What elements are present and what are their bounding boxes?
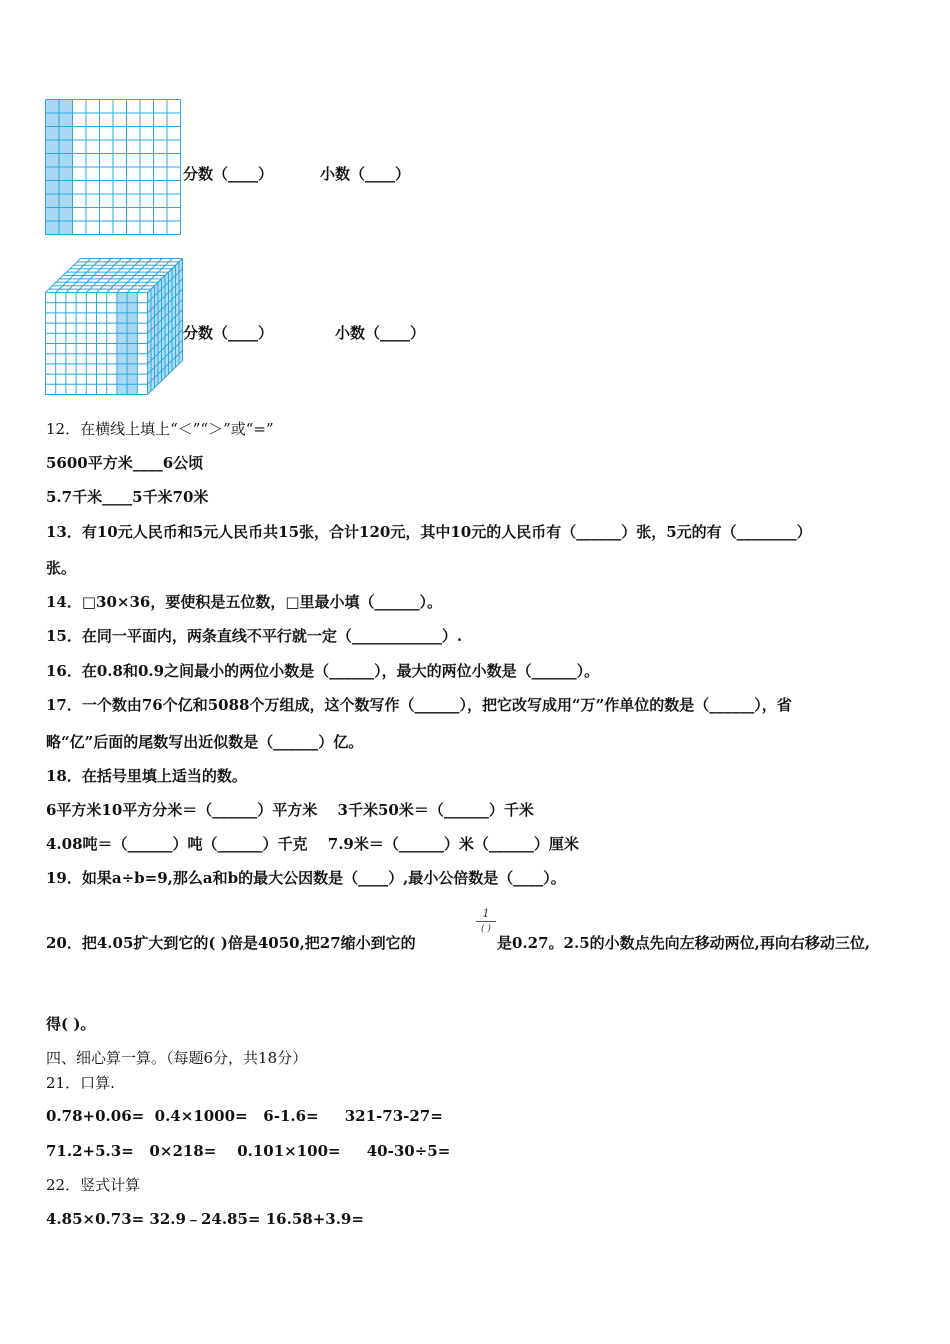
- q19: 19．如果a÷b=9,那么a和b的最大公因数是（____）,最小公倍数是（____）。: [46, 869, 566, 887]
- q20-fraction-bar: [476, 921, 496, 922]
- q13-line2: 张。: [46, 559, 77, 577]
- q17-line1: 17．一个数由76个亿和5088个万组成，这个数写作（______），把它改写成用“万”作单位的数是（______），省: [46, 696, 792, 714]
- q21-title: 21．口算.: [46, 1074, 115, 1092]
- q13-line1: 13．有10元人民币和5元人民币共15张，合计120元，其中10元的人民币有（______）张，5元的有（________）: [46, 523, 812, 541]
- thousand-cube-figure: [45, 257, 182, 395]
- q20-fraction: [474, 908, 498, 942]
- q22-row1: 4.85×0.73= 32.9﹣24.85= 16.58+3.9=: [46, 1210, 364, 1228]
- q21-row1: 0.78+0.06= 0.4×1000= 6-1.6= 321-73-27=: [46, 1107, 443, 1125]
- q21-row2: 71.2+5.3= 0×218= 0.101×100= 40-30÷5=: [46, 1142, 451, 1160]
- fig2-fraction-label: 分数（____）: [183, 324, 274, 342]
- q18-item-a: 6平方米10平方分米＝（______）平方米 3千米50米＝（______）千米: [46, 801, 534, 819]
- q22-title: 22．竖式计算: [46, 1176, 141, 1194]
- q20-part1: 20．把4.05扩大到它的( )倍是4050,把27缩小到它的: [46, 934, 416, 952]
- q16: 16．在0.8和0.9之间最小的两位小数是（______），最大的两位小数是（______）。: [46, 662, 600, 680]
- q20-fraction-denominator: ( ): [481, 924, 491, 934]
- fig1-fraction-label: 分数（____）: [183, 165, 274, 183]
- q20-line2: 得( )。: [46, 1015, 96, 1033]
- q12-title: 12．在横线上填上“＜”“＞”或“=”: [46, 420, 274, 438]
- fig1-decimal-label: 小数（____）: [320, 165, 411, 183]
- fig2-decimal-label: 小数（____）: [335, 324, 426, 342]
- q18-title: 18．在括号里填上适当的数。: [46, 767, 247, 785]
- q18-item-b: 4.08吨＝（______）吨（______）千克 7.9米＝（______）米（______）厘米: [46, 835, 579, 853]
- q17-line2: 略“亿”后面的尾数写出近似数是（______）亿。: [46, 733, 364, 751]
- hundred-grid-figure: [45, 99, 182, 236]
- section-4-heading: 四、细心算一算。（每题6分，共18分）: [46, 1049, 308, 1067]
- q12-item-b: 5.7千米____5千米70米: [46, 488, 209, 506]
- q20-fraction-numerator: 1: [482, 907, 490, 920]
- q20-part2: 是0.27。2.5的小数点先向左移动两位,再向右移动三位,: [497, 934, 871, 952]
- q12-item-a: 5600平方米____6公顷: [46, 454, 204, 472]
- q15: 15．在同一平面内，两条直线不平行就一定（____________）.: [46, 627, 463, 645]
- q14: 14．□30×36，要使积是五位数，□里最小填（______）。: [46, 593, 443, 611]
